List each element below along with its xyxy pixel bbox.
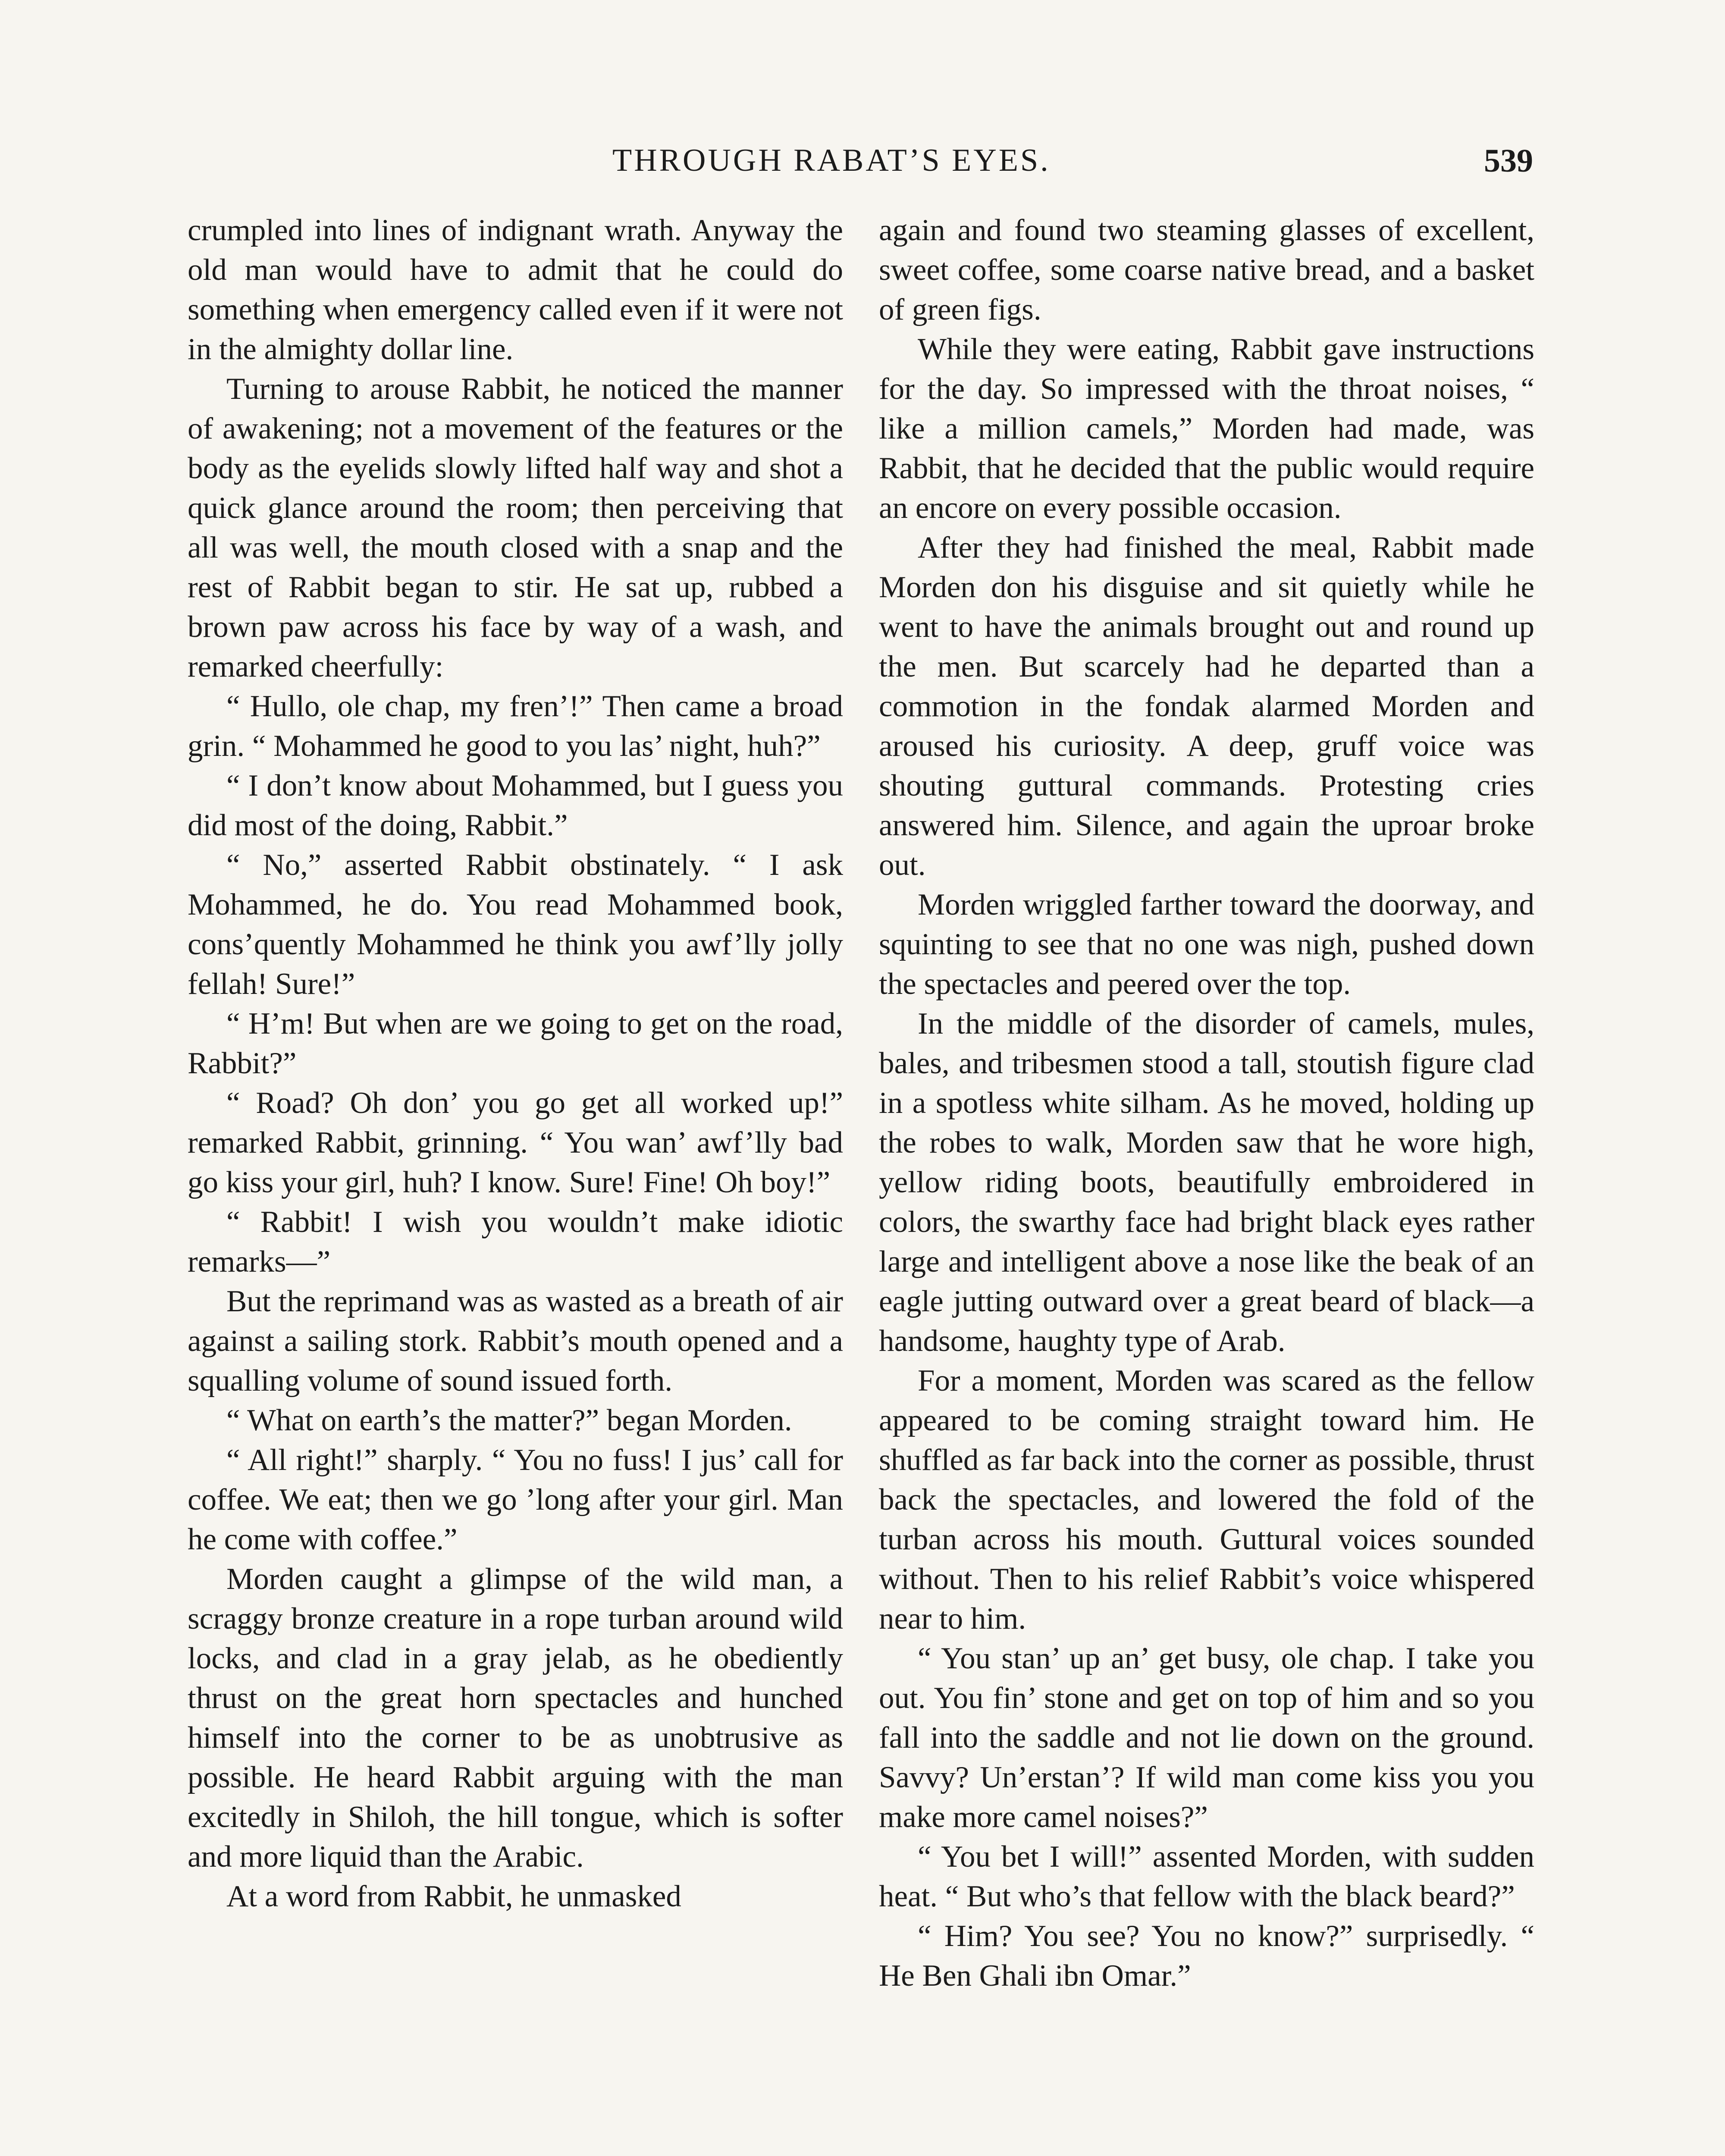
left-column (188, 210, 843, 1916)
paragraph: At a word from Rabbit, he unmasked (226, 1880, 681, 1913)
paragraph: “ What on earth’s the matter?” began Morden. (226, 1404, 792, 1437)
running-title: THROUGH RABAT’S EYES. (612, 143, 1051, 178)
paragraph: again and found two steaming glasses of excellent, sweet coffee, some coarse native bread, and a basket of green figs. (879, 213, 1534, 326)
paragraph: Morden caught a glimpse of the wild man, a scraggy bronze creature in a rope turban around wild locks, and clad in a gray jelab, as he obediently thrust on the great horn spectacles and hunched himself into the corner to be as unobtrusive as possible. He heard Rabbit arguing with the man excitedly in Shiloh, the hill tongue, which is softer and more liquid than the Arabic. (188, 1562, 843, 1874)
paragraph: After they had finished the meal, Rabbit made Morden don his disguise and sit quietly while he went to have the animals brought out and round up the men. But scarcely had he departed than a commotion in the fondak alarmed Morden and aroused his curiosity. A deep, gruff voice was shouting guttural commands. Protesting cries answered him. Silence, and again the uproar broke out. (879, 531, 1534, 882)
paragraph: “ I don’t know about Mohammed, but I guess you did most of the doing, Rabbit.” (188, 769, 843, 842)
paragraph: crumpled into lines of indignant wrath. Anyway the old man would have to admit that he could do something when emergency called even if it were not in the almighty dollar line. (188, 213, 843, 366)
paragraph: “ No,” asserted Rabbit obstinately. “ I ask Mohammed, he do. You read Mohammed book, cons’quently Mohammed he think you awf’lly jolly fellah! Sure!” (188, 848, 843, 1001)
running-head (0, 142, 1725, 181)
paragraph: Morden wriggled farther toward the doorway, and squinting to see that no one was nigh, pushed down the spectacles and peered over the top. (879, 888, 1534, 1001)
paragraph: But the reprimand was as wasted as a breath of air against a sailing stork. Rabbit’s mouth opened and a squalling volume of sound issued forth. (188, 1285, 843, 1398)
paragraph: “ Road? Oh don’ you go get all worked up!” remarked Rabbit, grinning. “ You wan’ awf’lly bad go kiss your girl, huh? I know. Sure! Fine! Oh boy!” (188, 1086, 843, 1199)
paragraph: “ You stan’ up an’ get busy, ole chap. I take you out. You fin’ stone and get on top of him and so you fall into the saddle and not lie down on the ground. Savvy? Un’erstan’? If wild man come kiss you you make more camel noises?” (879, 1642, 1534, 1834)
paragraph: “ Him? You see? You no know?” surprisedly. “ He Ben Ghali ibn Omar.” (879, 1919, 1534, 1993)
paragraph: “ Hullo, ole chap, my fren’!” Then came a broad grin. “ Mohammed he good to you las’ night, huh?” (188, 689, 843, 763)
right-column (879, 210, 1534, 1996)
page-number: 539 (1484, 143, 1533, 179)
paragraph: “ Rabbit! I wish you wouldn’t make idiotic remarks—” (188, 1205, 843, 1279)
paragraph: In the middle of the disorder of camels, mules, bales, and tribesmen stood a tall, stoutish figure clad in a spotless white silham. As he moved, holding up the robes to walk, Morden saw that he wore high, yellow riding boots, beautifully embroidered in colors, the swarthy face had bright black eyes rather large and intelligent above a nose like the beak of an eagle jutting outward over a great beard of black—a handsome, haughty type of Arab. (879, 1007, 1534, 1358)
paragraph: Turning to arouse Rabbit, he noticed the manner of awakening; not a movement of the features or the body as the eyelids slowly lifted half way and shot a quick glance around the room; then perceiving that all was well, the mouth closed with a snap and the rest of Rabbit began to stir. He sat up, rubbed a brown paw across his face by way of a wash, and remarked cheerfully: (188, 372, 843, 683)
paragraph: For a moment, Morden was scared as the fellow appeared to be coming straight toward him. He shuffled as far back into the corner as possible, thrust back the spectacles, and lowered the fold of the turban across his mouth. Guttural voices sounded without. Then to his relief Rabbit’s voice whispered near to him. (879, 1364, 1534, 1636)
paragraph: While they were eating, Rabbit gave instructions for the day. So impressed with the throat noises, “ like a million camels,” Morden had made, was Rabbit, that he decided that the public would require an encore on every possible occasion. (879, 332, 1534, 525)
paragraph: “ You bet I will!” assented Morden, with sudden heat. “ But who’s that fellow with the black beard?” (879, 1840, 1534, 1913)
paragraph: “ H’m! But when are we going to get on the road, Rabbit?” (188, 1007, 843, 1080)
paragraph: “ All right!” sharply. “ You no fuss! I jus’ call for coffee. We eat; then we go ’long after your girl. Man he come with coffee.” (188, 1443, 843, 1556)
